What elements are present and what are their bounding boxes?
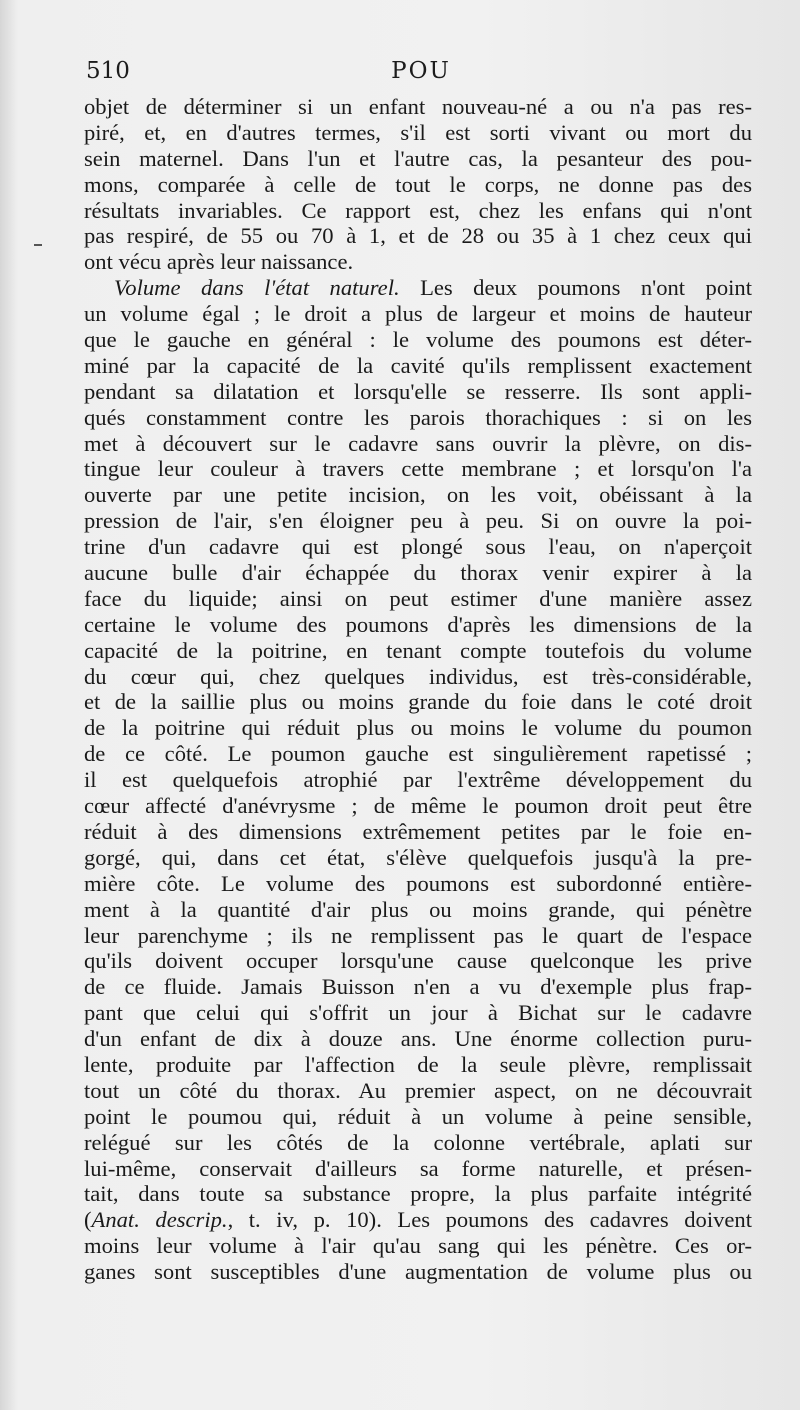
section-heading-italic: Volume dans l'état naturel. [114,275,400,301]
text-line: et de la saillie plus ou moins grande du foie dans le coté droit [84,689,752,715]
text-line: pas respiré, de 55 ou 70 à 1, et de 28 ou 35 à 1 chez ceux qui [84,223,752,249]
text-line [84,275,752,301]
text-line: mière côte. Le volume des poumons est subordonné entière- [84,870,752,896]
text-line: gorgé, qui, dans cet état, s'élève quelquefois jusqu'à la pre- [84,844,752,870]
text-line: d'un enfant de dix à douze ans. Une énorme collection puru- [84,1026,752,1052]
text-line: certaine le volume des poumons d'après les dimensions de la [84,611,752,637]
reference-paren: ( [84,1207,92,1233]
text-line: tout un côté du thorax. Au premier aspect, on ne découvrait [84,1077,752,1103]
text-line: un volume égal ; le droit a plus de largeur et moins de hauteur [84,301,752,327]
reference-rest: , t. iv, p. 10). Les poumons des cadavres doivent [227,1207,752,1233]
text-line: qu'ils doivent occuper lorsqu'une cause quelconque les prive [84,948,752,974]
text-line: que le gauche en général : le volume des poumons est déter- [84,327,752,353]
text-line: miné par la capacité de la cavité qu'ils remplissent exactement [84,352,752,378]
text-line: qués constamment contre les parois thorachiques : si on les [84,404,752,430]
text-line: point le poumou qui, réduit à un volume à peine sensible, [84,1103,752,1129]
text-line: ouverte par une petite incision, on les voit, obéissant à la [84,482,752,508]
reference-italic: Anat. descrip. [91,1207,228,1233]
text-line: pendant sa dilatation et lorsqu'elle se resserre. Ils sont appli- [84,378,752,404]
paragraph-2-tail [84,1233,752,1285]
text-line [84,1207,752,1233]
page-number: 510 [86,58,130,84]
text-line: cœur affecté d'anévrysme ; de même le poumon droit peut être [84,793,752,819]
text-line: relégué sur les côtés de la colonne vertébrale, aplati sur [84,1129,752,1155]
text-line: objet de déterminer si un enfant nouveau-né a ou n'a pas res- [84,94,752,119]
text-line: ont vécu après leur naissance. [84,249,354,275]
text-line: mons, comparée à celle de tout le corps, ne donne pas des [84,171,752,197]
text-line: ment à la quantité d'air plus ou moins grande, qui pénètre [84,896,752,922]
text-line: du cœur qui, chez quelques individus, est très-considérable, [84,663,752,689]
text-line: face du liquide; ainsi on peut estimer d'une manière assez [84,585,752,611]
paragraph-1 [84,94,752,275]
text-line: de ce fluide. Jamais Buisson n'en a vu d'exemple plus frap- [84,974,752,1000]
text-line: lente, produite par l'affection de la seule plèvre, remplissait [84,1051,752,1077]
body-text [84,94,752,1285]
text-line: résultats invariables. Ce rapport est, chez les enfans qui n'ont [84,197,752,223]
text-line: aucune bulle d'air échappée du thorax venir expirer à la [84,560,752,586]
text-line: piré, et, en d'autres termes, s'il est sorti vivant ou mort du [84,119,752,145]
paragraph-2 [84,275,752,1285]
text-line: réduit à des dimensions extrêmement petites par le foie en- [84,818,752,844]
text-line: pant que celui qui s'offrit un jour à Bichat sur le cadavre [84,1000,752,1026]
text-line: trine d'un cadavre qui est plongé sous l'eau, on n'aperçoit [84,534,752,560]
text-line: moins leur volume à l'air qu'au sang qui les pénètre. Ces or- [84,1233,752,1259]
text-line: de ce côté. Le poumon gauche est singulièrement rapetissé ; [84,741,752,767]
text-line: sein maternel. Dans l'un et l'autre cas, la pesanteur des pou- [84,145,752,171]
page-header [86,58,756,92]
text-line: lui-même, conservait d'ailleurs sa forme naturelle, et présen- [84,1155,752,1181]
text-line: de la poitrine qui réduit plus ou moins le volume du poumon [84,715,752,741]
text-line: leur parenchyme ; ils ne remplissent pas le quart de l'espace [84,922,752,948]
text-line: pression de l'air, s'en éloigner peu à peu. Si on ouvre la poi- [84,508,752,534]
text-line: met à découvert sur le cadavre sans ouvrir la plèvre, on dis- [84,430,752,456]
text-line: il est quelquefois atrophié par l'extrême développement du [84,767,752,793]
text-line: tingue leur couleur à travers cette membrane ; et lorsqu'on l'a [84,456,752,482]
text-line: capacité de la poitrine, en tenant compte toutefois du volume [84,637,752,663]
margin-mark [34,244,42,246]
paragraph-2-lines [84,301,752,1207]
text-line: tait, dans toute sa substance propre, la plus parfaite intégrité [84,1181,752,1207]
running-head: POU [391,58,451,84]
text-line: ganes sont susceptibles d'une augmentation de volume plus ou [84,1259,752,1285]
section-heading-rest: Les deux poumons n'ont point [399,275,752,301]
